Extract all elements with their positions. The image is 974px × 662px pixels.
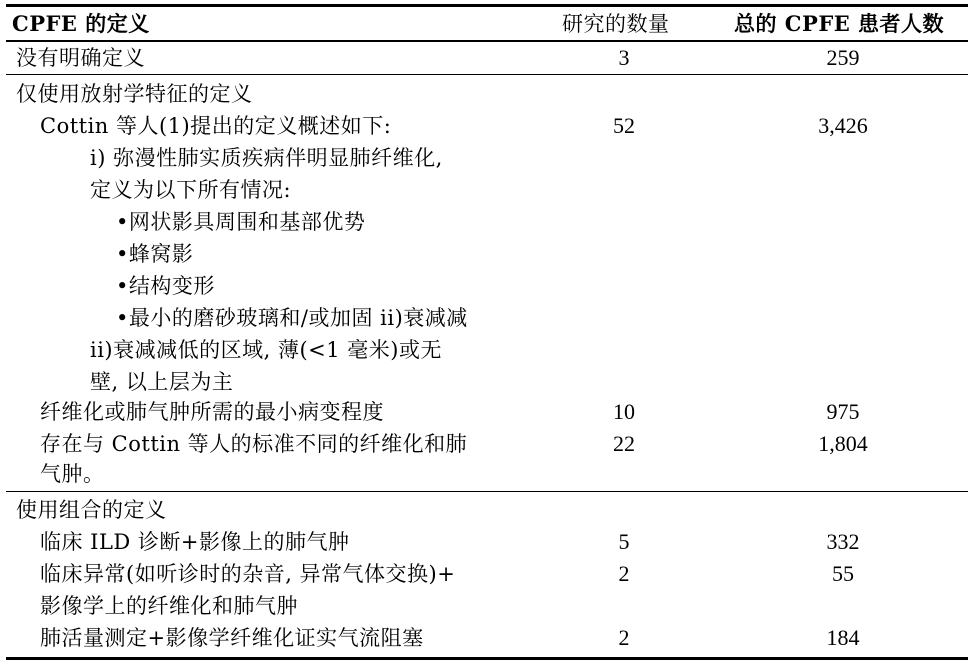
row-spirometry-studies: 2 bbox=[618, 625, 630, 650]
row-clinical-ild-studies: 5 bbox=[618, 529, 630, 554]
top-rule bbox=[6, 4, 968, 7]
cpfe-definition-table bbox=[6, 4, 968, 660]
cottin-bullet-reticular: •网状影具周围和基部优势 bbox=[116, 210, 366, 234]
row-clinical-abnormal-label-2: 影像学上的纤维化和肺气肿 bbox=[40, 594, 298, 618]
header-patient-total: 总的 CPFE 患者人数 bbox=[734, 11, 945, 36]
row-clinical-ild-label: 临床 ILD 诊断+影像上的肺气肿 bbox=[40, 530, 350, 554]
header-definition: CPFE 的定义 bbox=[12, 11, 150, 36]
cottin-criteria-line-1: i) 弥漫性肺实质疾病伴明显肺纤维化, bbox=[90, 146, 443, 170]
row-min-severity-label: 纤维化或肺气肿所需的最小病变程度 bbox=[40, 400, 384, 424]
cottin-criteria-line-4: 壁, 以上层为主 bbox=[90, 370, 234, 394]
cottin-bullet-distortion: •结构变形 bbox=[116, 274, 215, 298]
cottin-criteria-line-2: 定义为以下所有情况: bbox=[90, 178, 292, 202]
row-spirometry-label: 肺活量测定+影像学纤维化证实气流阻塞 bbox=[40, 626, 424, 650]
section-combined: 使用组合的定义 bbox=[16, 498, 167, 522]
row-spirometry-patients: 184 bbox=[826, 625, 860, 650]
row-different-criteria-studies: 22 bbox=[613, 431, 635, 456]
row-no-definition-patients: 259 bbox=[826, 45, 860, 70]
row-no-definition-studies: 3 bbox=[618, 45, 630, 70]
bottom-rule bbox=[6, 657, 968, 660]
row-no-definition-label: 没有明确定义 bbox=[16, 46, 145, 70]
cottin-criteria-line-3: ii)衰减减低的区域, 薄(<1 毫米)或无 bbox=[90, 338, 442, 362]
row-cottin-patients: 3,426 bbox=[818, 113, 868, 138]
row-cottin-studies: 52 bbox=[613, 113, 635, 138]
section-rule-1 bbox=[6, 74, 968, 75]
row-clinical-abnormal-label-1: 临床异常(如听诊时的杂音, 异常气体交换)+ bbox=[40, 562, 456, 586]
cottin-bullet-honeycomb: •蜂窝影 bbox=[116, 242, 194, 266]
cottin-bullet-ground-glass: •最小的磨砂玻璃和/或加固 ii)衰减减 bbox=[116, 306, 468, 330]
header-study-count: 研究的数量 bbox=[562, 12, 670, 36]
row-clinical-ild-patients: 332 bbox=[826, 529, 860, 554]
row-different-criteria-label-2: 气肿。 bbox=[40, 462, 105, 486]
row-clinical-abnormal-patients: 55 bbox=[832, 561, 854, 586]
row-min-severity-studies: 10 bbox=[613, 399, 635, 424]
row-cottin-label: Cottin 等人(1)提出的定义概述如下: bbox=[40, 114, 392, 138]
section-rule-2 bbox=[6, 491, 968, 492]
row-min-severity-patients: 975 bbox=[826, 399, 860, 424]
section-radiology-only: 仅使用放射学特征的定义 bbox=[16, 82, 253, 106]
row-different-criteria-patients: 1,804 bbox=[818, 431, 868, 456]
row-different-criteria-label-1: 存在与 Cottin 等人的标准不同的纤维化和肺 bbox=[40, 432, 468, 456]
row-clinical-abnormal-studies: 2 bbox=[618, 561, 630, 586]
